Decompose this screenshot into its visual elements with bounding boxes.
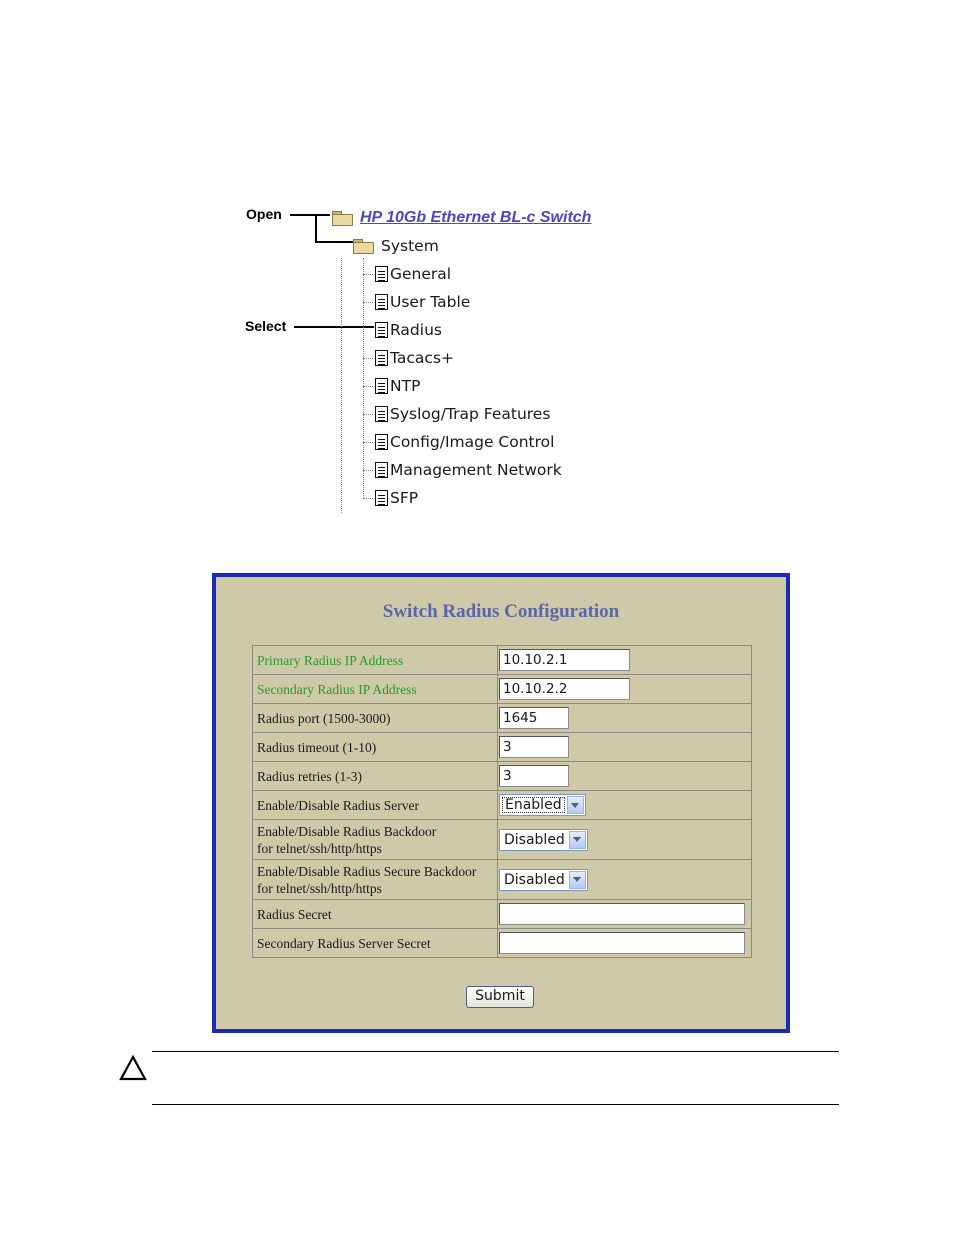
tree-item-label: NTP [390, 377, 421, 395]
radius-server-value: Enabled [501, 796, 566, 814]
radius-secure-backdoor-label-line-1: Enable/Disable Radius Secure Backdoor [257, 863, 477, 879]
tree-item-syslog-trap[interactable] [375, 403, 550, 425]
radius-config-table [252, 645, 752, 958]
radius-secure-backdoor-value: Disabled [504, 871, 565, 888]
radius-secret-input[interactable] [499, 903, 745, 925]
radius-secure-backdoor-select[interactable] [499, 869, 588, 891]
open-callout-line [290, 214, 330, 216]
document-icon [375, 350, 388, 366]
document-icon [375, 294, 388, 310]
chevron-down-icon[interactable] [569, 871, 586, 889]
table-row [253, 762, 751, 790]
tree-item-label: Management Network [390, 461, 562, 479]
select-callout: Select [245, 318, 287, 334]
document-icon [375, 406, 388, 422]
radius-backdoor-select[interactable] [499, 829, 588, 851]
radius-timeout-label: Radius timeout (1-10) [253, 733, 497, 761]
tree-item-label: SFP [390, 489, 419, 507]
secondary-secret-input[interactable] [499, 932, 745, 954]
folder-open-icon [353, 239, 373, 253]
caution-top-rule [152, 1051, 839, 1052]
radius-secure-backdoor-label-line-2: for telnet/ssh/http/https [257, 880, 382, 896]
primary-ip-label: Primary Radius IP Address [253, 646, 497, 674]
open-callout-line-vertical [315, 214, 317, 243]
tree-item-management-network[interactable] [375, 459, 562, 481]
tree-guide-outer [341, 258, 342, 513]
tree-branch [363, 302, 373, 303]
radius-backdoor-label-line-1: Enable/Disable Radius Backdoor [257, 823, 437, 839]
document-icon [375, 434, 388, 450]
radius-server-label: Enable/Disable Radius Server [253, 791, 497, 819]
secondary-secret-label: Secondary Radius Server Secret [253, 929, 497, 957]
radius-secure-backdoor-label [253, 860, 497, 899]
warning-triangle-icon [118, 1054, 148, 1082]
table-row [253, 929, 751, 957]
document-icon [375, 490, 388, 506]
radius-backdoor-value: Disabled [504, 831, 565, 848]
table-row [253, 900, 751, 928]
panel-title: Switch Radius Configuration [382, 601, 620, 622]
chevron-down-icon[interactable] [567, 796, 584, 814]
secondary-ip-label: Secondary Radius IP Address [253, 675, 497, 703]
tree-item-general[interactable] [375, 263, 451, 285]
document-icon [375, 378, 388, 394]
open-callout: Open [246, 206, 282, 222]
table-row [253, 675, 751, 703]
radius-port-label: Radius port (1500-3000) [253, 704, 497, 732]
tree-item-label: User Table [390, 293, 471, 311]
tree-item-label: Radius [390, 321, 442, 339]
tree-folder-system[interactable] [353, 235, 439, 257]
document-icon [375, 322, 388, 338]
tree-item-label: Config/Image Control [390, 433, 555, 451]
tree-item-label: Tacacs+ [390, 349, 455, 367]
document-icon [375, 462, 388, 478]
table-row [253, 791, 751, 819]
table-row [253, 704, 751, 732]
open-callout-line-branch [315, 241, 353, 243]
radius-backdoor-label [253, 820, 497, 859]
radius-retries-label: Radius retries (1-3) [253, 762, 497, 790]
tree-item-radius[interactable] [375, 319, 442, 341]
caution-bottom-rule [152, 1104, 839, 1105]
tree-item-sfp[interactable] [375, 487, 418, 509]
tree-branch [363, 414, 373, 415]
radius-retries-input[interactable]: 3 [499, 765, 569, 787]
tree-item-config-image[interactable] [375, 431, 554, 453]
select-callout-line [294, 326, 374, 328]
table-row [253, 820, 751, 859]
radius-secret-label: Radius Secret [253, 900, 497, 928]
table-row [253, 733, 751, 761]
tree-folder-label: System [381, 237, 439, 255]
tree-item-tacacs[interactable] [375, 347, 454, 369]
document-icon [375, 266, 388, 282]
table-row [253, 860, 751, 899]
tree-item-label: General [390, 265, 452, 283]
tree-branch [363, 498, 373, 499]
tree-branch [363, 274, 373, 275]
table-row [253, 646, 751, 674]
radius-timeout-input[interactable]: 3 [499, 736, 569, 758]
tree-branch [363, 386, 373, 387]
tree-branch [363, 470, 373, 471]
tree-item-label: Syslog/Trap Features [390, 405, 551, 423]
folder-open-icon [332, 211, 352, 225]
tree-item-user-table[interactable] [375, 291, 470, 313]
tree-root-link[interactable]: HP 10Gb Ethernet BL-c Switch [360, 209, 592, 226]
tree-branch [363, 442, 373, 443]
radius-server-select[interactable] [499, 794, 586, 816]
tree-item-ntp[interactable] [375, 375, 420, 397]
tree-branch [363, 358, 373, 359]
radius-config-panel [212, 573, 790, 1033]
tree-guide-inner [363, 258, 364, 498]
radius-port-input[interactable]: 1645 [499, 707, 569, 729]
tree-root-node[interactable] [332, 207, 591, 229]
primary-ip-input[interactable]: 10.10.2.1 [499, 649, 630, 671]
radius-backdoor-label-line-2: for telnet/ssh/http/https [257, 840, 382, 856]
submit-button[interactable]: Submit [466, 986, 534, 1008]
secondary-ip-input[interactable]: 10.10.2.2 [499, 678, 630, 700]
chevron-down-icon[interactable] [569, 831, 586, 849]
